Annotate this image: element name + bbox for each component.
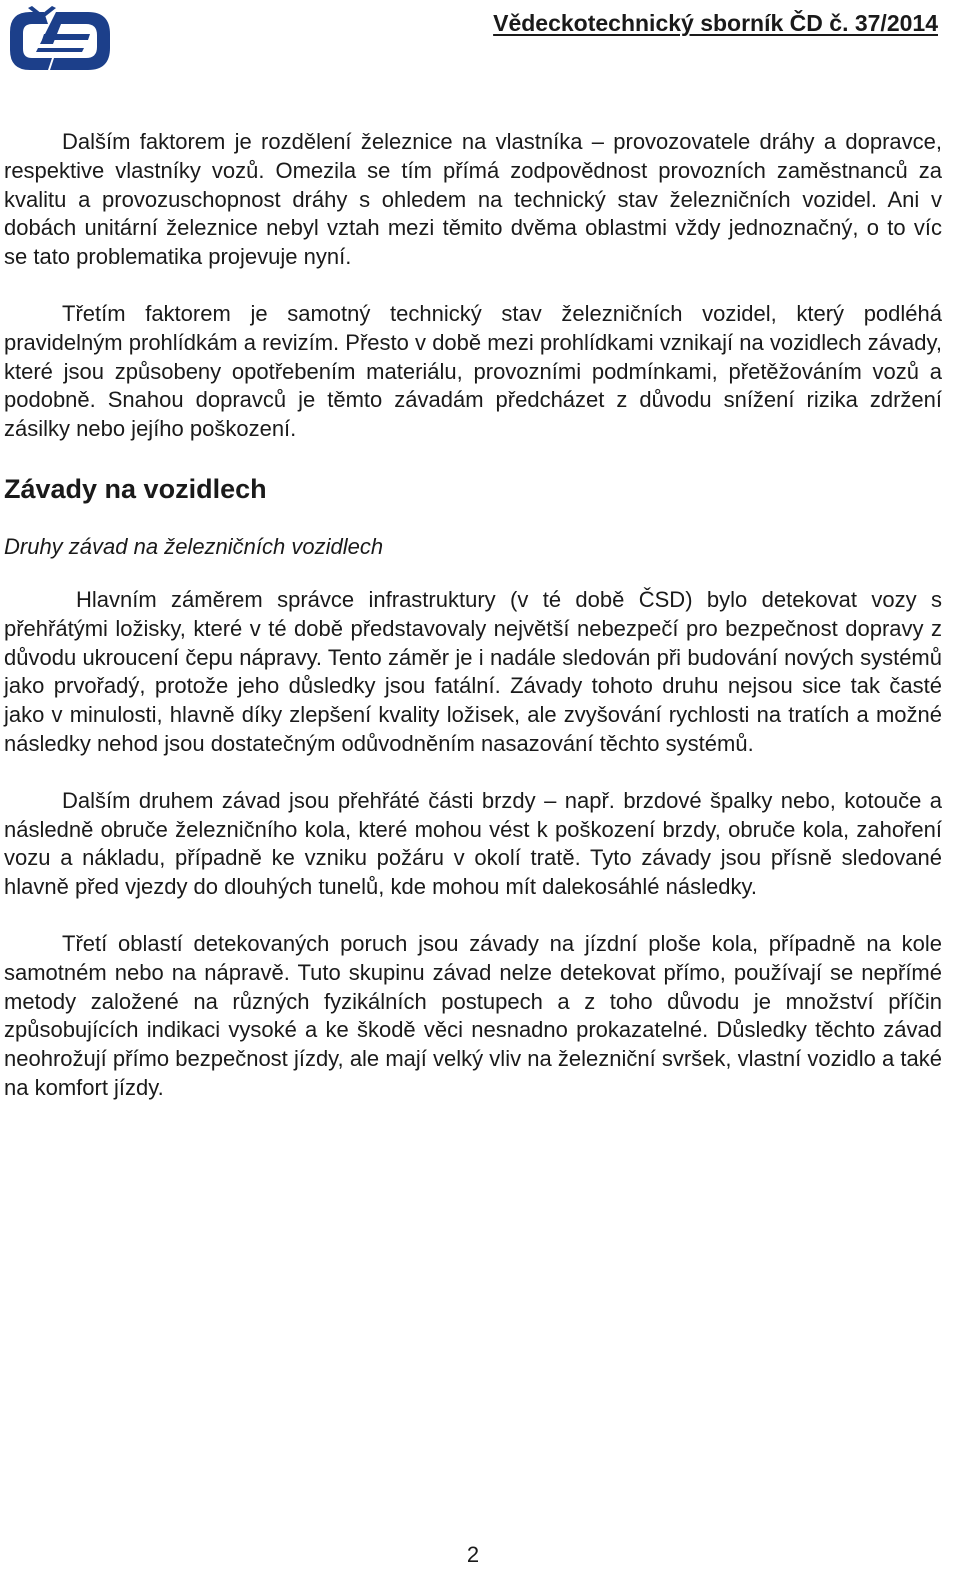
paragraph-overheated-bearings: Hlavním záměrem správce infrastruktury (v té době ČSD) bylo detekovat vozy s přehřátými ložisky, které v té době představovaly největší nebezpečí pro bezpečnost dopravy z důvodu ukroucení čepu nápravy. Tento záměr je i nadále sledován při budování nových systémů jako prvořadý, protože jeho důsledky jsou fatální. Závady tohoto druhu nejsou sice tak časté jako v minulosti, hlavně díky zlepšení kvality ložisek, ale zvyšování rychlosti na tratích a možné následky nehod jsou dostatečným odůvodněním nasazování těchto systémů. bbox=[4, 586, 942, 756]
page-number: 2 bbox=[466, 1542, 480, 1567]
paragraph-technical-state: Třetím faktorem je samotný technický stav železničních vozidel, který podléhá pravidelným prohlídkám a revizím. Přesto v době mezi prohlídkami vznikají na vozidlech závady, které jsou způsobeny opotřebením materiálu, provozními podmínkami, přetěžováním vozů a podobně. Snahou dopravců je těmto závadám předcházet z důvodu snížení rizika zdržení zásilky nebo jejího poškození. bbox=[4, 300, 942, 442]
logo-stripe bbox=[42, 34, 90, 40]
document-body bbox=[4, 128, 942, 1131]
section-subheading: Druhy závad na železničních vozidlech bbox=[4, 533, 384, 559]
cd-logo bbox=[4, 4, 116, 78]
journal-title: Vědeckotechnický sborník ČD č. 37/2014 bbox=[493, 10, 938, 36]
logo-stripe bbox=[36, 48, 84, 52]
paragraph-wheel-tread: Třetí oblastí detekovaných poruch jsou závady na jízdní ploše kola, případně na kole samotném nebo na nápravě. Tuto skupinu závad nelze detekovat přímo, používají se nepřímé metody založené na různých fyzikálních postupech a z toho důvodu je množství příčin způsobujících indikaci vysoké a ke škodě věci nesnadno prokazatelné. Důsledky těchto závad neohrožují přímo bezpečnost jízdy, ale mají velký vliv na železniční svršek, vlastní vozidlo a také na komfort jízdy. bbox=[4, 930, 942, 1100]
section-heading: Závady na vozidlech bbox=[4, 473, 267, 504]
paragraph-brake-parts: Dalším druhem závad jsou přehřáté části brzdy – např. brzdové špalky nebo, kotouče a následně obruče železničního kola, které mohou vést k poškození brzdy, obruče kola, zahoření vozu a nákladu, případně ke vzniku požáru v okolí tratě. Tyto závady jsou přísně sledované hlavně před vjezdy do dlouhých tunelů, kde mohou mít dalekosáhlé následky. bbox=[4, 787, 942, 900]
paragraph-owner-split: Dalším faktorem je rozdělení železnice na vlastníka – provozovatele dráhy a dopravce, respektive vlastníky vozů. Omezila se tím přímá zodpovědnost provozních zaměstnanců za kvalitu a provozuschopnost dráhy s ohledem na technický stav železničních vozidel. Ani v dobách unitární železnice nebyl vztah mezi těmito dvěma oblastmi vždy jednoznačný, o to víc se tato problematika projevuje nyní. bbox=[4, 129, 942, 270]
